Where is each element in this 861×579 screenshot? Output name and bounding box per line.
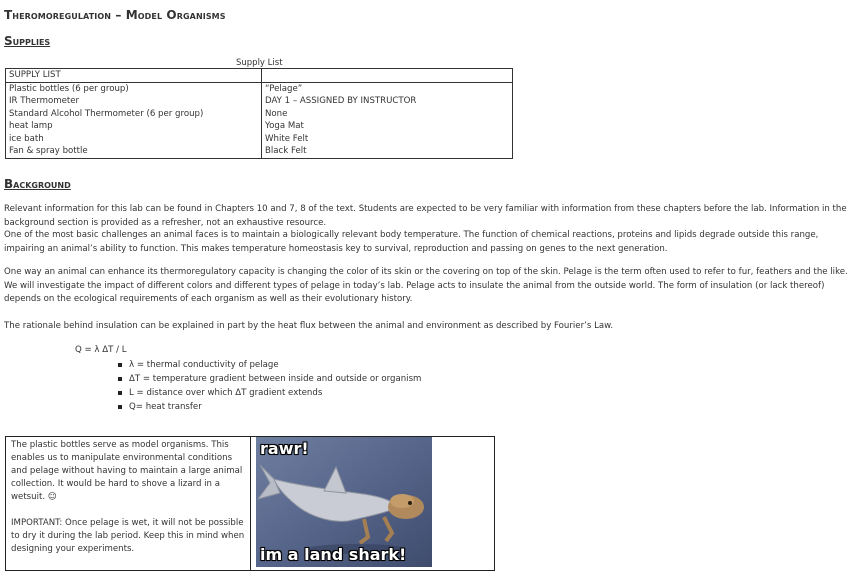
table-header-row (6, 69, 513, 83)
table-header-cell: SUPPLY LIST (6, 69, 262, 83)
table-caption: Supply List (236, 58, 283, 68)
table-cell: IR Thermometer (6, 95, 262, 108)
land-shark-photo (256, 437, 432, 567)
table-row (6, 108, 513, 121)
table-row (6, 145, 513, 158)
note-box (5, 436, 495, 571)
fourier-equation: Q = λ ΔT / L (75, 345, 127, 355)
definition-list (118, 358, 421, 414)
table-cell: heat lamp (6, 120, 262, 133)
table-cell: Black Felt (262, 145, 513, 158)
background-paragraph: One of the most basic challenges an animal faces is to maintain a biologically relevant body temperature. The function of chemical reactions, proteins and lipids degrade outside this range, impairing an animal’s ability to function. This makes temperature homeostasis key to survival, reproduction and passing on genes to the next generation. (4, 230, 819, 254)
table-cell: Fan & spray bottle (6, 145, 262, 158)
list-item: Q= heat transfer (118, 400, 421, 414)
meme-bottom-text: im a land shark! (260, 545, 407, 564)
table-row (6, 82, 513, 95)
table-cell: White Felt (262, 133, 513, 146)
supplies-heading: Supplies (4, 34, 51, 48)
background-heading: Background (4, 177, 71, 191)
table-cell: ice bath (6, 133, 262, 146)
meme-top-text: rawr! (260, 439, 309, 458)
list-item: λ = thermal conductivity of pelage (118, 358, 421, 372)
table-cell: Standard Alcohol Thermometer (6 per group) (6, 108, 262, 121)
note-text: The plastic bottles serve as model organisms. This enables us to manipulate environmental conditions and pelage without having to maintain a large animal collection. It would be hard to shove a lizard in a wetsuit. ☺ (11, 440, 243, 502)
list-item: L = distance over which ΔT gradient extends (118, 386, 421, 400)
table-cell: Yoga Mat (262, 120, 513, 133)
table-row (6, 120, 513, 133)
table-row (6, 133, 513, 146)
important-note: IMPORTANT: Once pelage is wet, it will not be possible to dry it during the lab period. Keep this in mind when designing your experiments. (11, 518, 245, 554)
supply-table (5, 68, 513, 159)
background-paragraph: One way an animal can enhance its thermoregulatory capacity is changing the color of its skin or the covering on top of the skin. Pelage is the term often used to refer to fur, feathers and the like. We will investigate the impact of different colors and different types of pelage in today’s lab. Pelage acts to insulate the animal from the outside world. The form of insulation (or lack thereof) depends on the ecological requirements of each organism as well as their evolutionary history. (4, 267, 848, 304)
list-item: ΔT = temperature gradient between inside and outside or organism (118, 372, 421, 386)
background-paragraph: Relevant information for this lab can be found in Chapters 10 and 7, 8 of the text. Students are expected to be very familiar with information from these chapters before the lab. Information in the background section is provided as a refresher, not an exhaustive resource. (4, 204, 847, 228)
table-cell: DAY 1 – ASSIGNED BY INSTRUCTOR (262, 95, 513, 108)
image-cell (251, 437, 494, 570)
table-cell: Plastic bottles (6 per group) (6, 82, 262, 95)
background-paragraph: The rationale behind insulation can be explained in part by the heat flux between the animal and environment as described by Fourier’s Law. (4, 321, 614, 331)
document-title: Theromoregulation – Model Organisms (4, 8, 226, 22)
table-cell: None (262, 108, 513, 121)
note-text-cell (6, 437, 251, 570)
table-row (6, 95, 513, 108)
table-header-cell (262, 69, 513, 83)
table-cell: “Pelage” (262, 82, 513, 95)
